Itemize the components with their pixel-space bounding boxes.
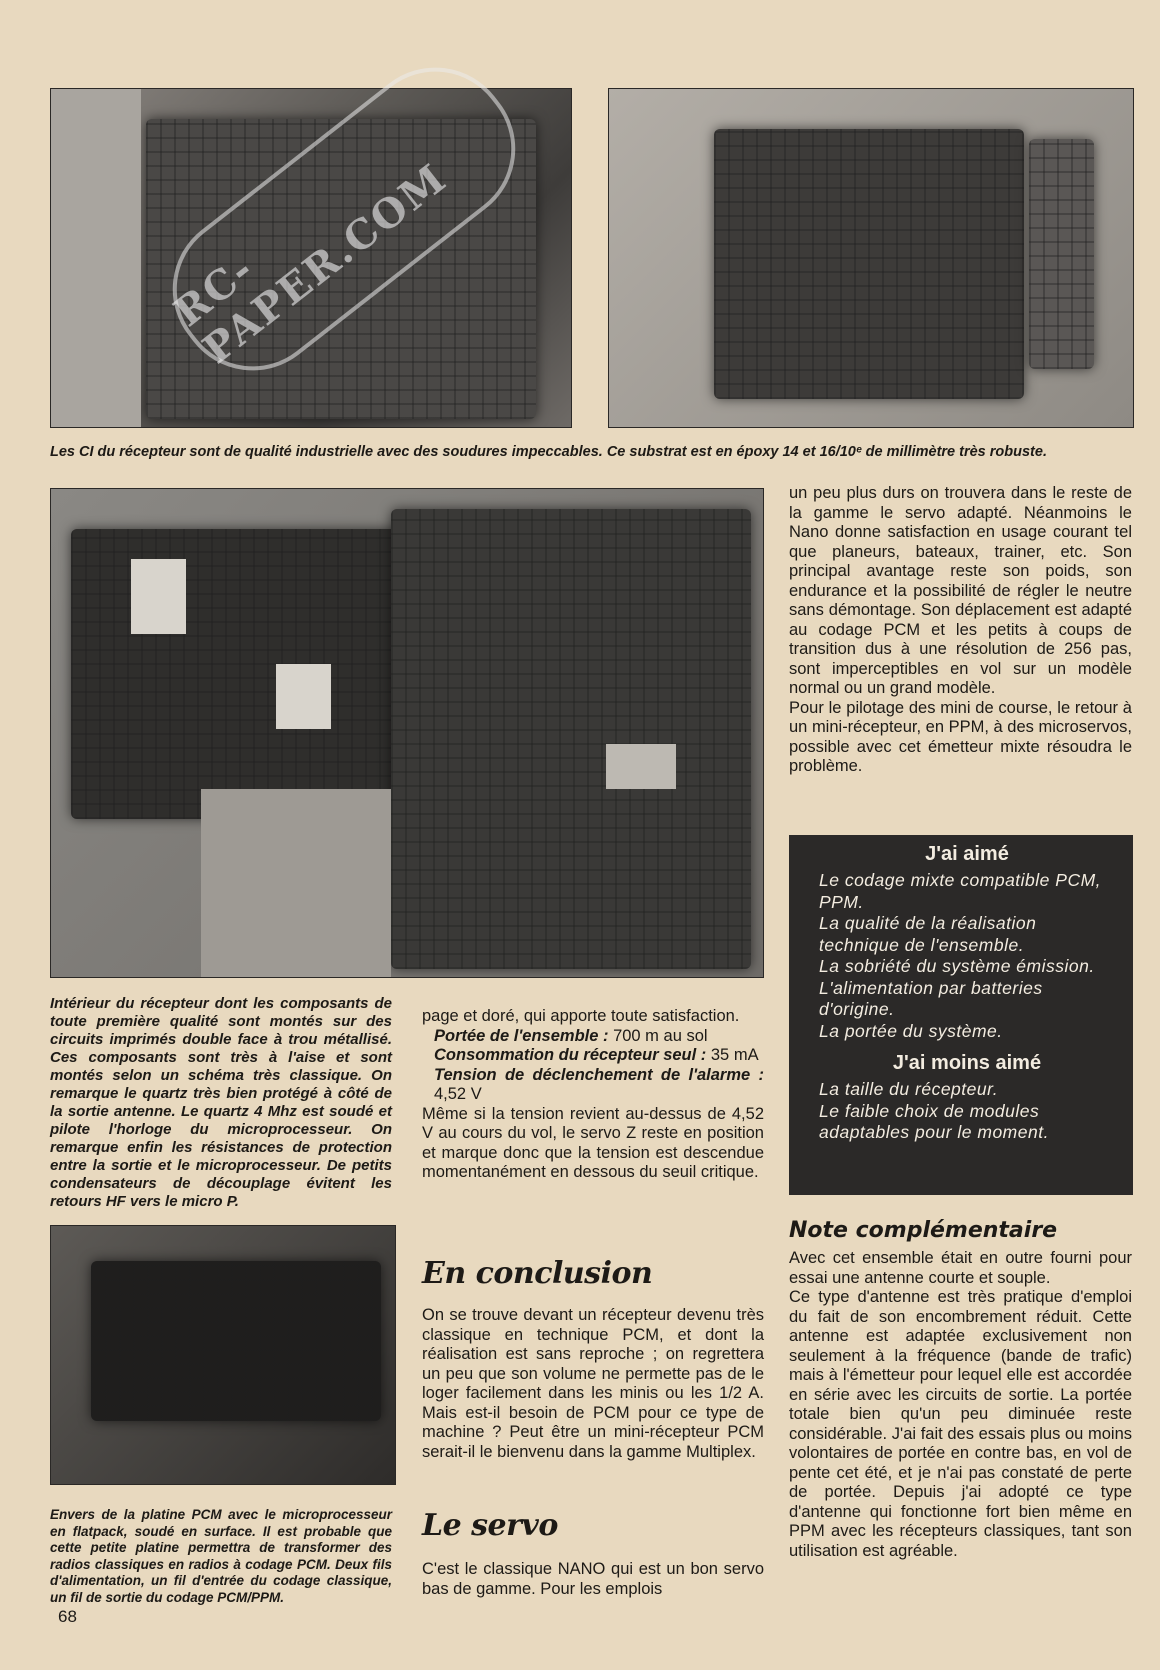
- liked-item: La qualité de la réalisation technique de l'ensemble.: [819, 913, 1037, 955]
- caption-underside: Envers de la platine PCM avec le microprocesseur en flatpack, soudé en surface. Il est probable que cette petite platine permettra de transformer des radios classiques en radios à codage PCM. Deux fils d'alimentation, un fil d'entrée du codage classique, un fil de sortie du codage PCM/PPM.: [50, 1507, 392, 1605]
- right-column-top: [789, 484, 1132, 777]
- disliked-item: Le faible choix de modules adaptables pour le moment.: [819, 1100, 1049, 1142]
- note-body: [789, 1249, 1132, 1561]
- photo-receiver-pcb-back: [608, 88, 1134, 428]
- liked-item: Le codage mixte compatible PCM, PPM.: [819, 870, 1102, 912]
- watermark-stamp: RC-PAPER.COM: [142, 37, 545, 400]
- spec-alarm-value: 4,52 V: [434, 1085, 482, 1103]
- spec-consumption: [422, 1046, 764, 1066]
- photo-pcm-board-underside: [50, 1225, 396, 1485]
- liked-item: La portée du système.: [819, 1020, 1003, 1041]
- spec-consumption-value: 35 mA: [706, 1046, 759, 1064]
- spec-alarm-label: Tension de déclenchement de l'alarme :: [434, 1065, 764, 1084]
- spec-range-value: 700 m au sol: [608, 1026, 708, 1045]
- spec-range-label: Portée de l'ensemble :: [434, 1026, 609, 1045]
- liked-item: La sobriété du système émission.: [819, 956, 1095, 976]
- note-paragraph: Avec cet ensemble était en outre fourni pour essai une antenne courte et souple.: [789, 1249, 1132, 1287]
- intro-paragraph: page et doré, qui apporte toute satisfaction.: [422, 1007, 740, 1025]
- disliked-title: J'ai moins aimé: [892, 1052, 1042, 1074]
- middle-column-top: [422, 1007, 764, 1183]
- liked-item: L'alimentation par batteries d'origine.: [819, 977, 1043, 1019]
- note-title: Note complémentaire: [789, 1218, 1058, 1243]
- spec-consumption-label: Consommation du récepteur seul :: [434, 1046, 707, 1064]
- heading-conclusion: En conclusion: [422, 1256, 653, 1291]
- heading-servo: Le servo: [422, 1508, 558, 1543]
- spec-alarm: [422, 1066, 764, 1105]
- caption-interior: Intérieur du récepteur dont les composants de toute première qualité sont montés sur des circuits imprimés double face à trou métallisé. Ces composants sont très à l'aise et sont montés selon un schéma très classique. On remarque le quartz très bien protégé à côté de la sortie antenne. Le quartz 4 Mhz est soudé et pilote l'horloge du microprocesseur. On remarque enfin les résistances de protection entre la sortie et le microprocesseur. De petits condensateurs de découplage évitent les retours HF vers le micro P.: [50, 995, 392, 1210]
- liked-title: J'ai aimé: [925, 843, 1009, 865]
- caption-top: Les CI du récepteur sont de qualité industrielle avec des soudures impeccables. Ce substrat est en époxy 14 et 16/10ᵉ de millimètre très robuste.: [50, 444, 1047, 460]
- photo-receiver-interior: [50, 488, 764, 978]
- servo-paragraph: C'est le classique NANO qui est un bon servo bas de gamme. Pour les emplois: [422, 1560, 764, 1598]
- spec-range: [422, 1027, 764, 1047]
- liked-list: [819, 870, 1115, 1042]
- disliked-list: [819, 1079, 1115, 1144]
- voltage-paragraph: Même si la tension revient au-dessus de 4,52 V au cours du vol, le servo Z reste en position et marque donc que la tension est descendue momentanément en dessous du seuil critique.: [422, 1104, 764, 1181]
- disliked-item: La taille du récepteur.: [819, 1079, 999, 1099]
- page-number: 68: [58, 1607, 77, 1626]
- pilotage-paragraph: Pour le pilotage des mini de course, le retour à un mini-récepteur, en PPM, à des microservos, possible avec cet émetteur mixte résoudra le problème.: [789, 698, 1132, 775]
- conclusion-paragraph: On se trouve devant un récepteur devenu très classique en technique PCM, et dont la réalisation est sans reproche ; on regrettera un peu que son volume ne permette pas de le loger facilement dans les minis ou les 1/2 A. Mais est-il besoin de PCM pour ce type de machine ? Peut être un mini-récepteur PCM serait-il le bienvenu dans la gamme Multiplex.: [422, 1306, 764, 1461]
- nano-paragraph: un peu plus durs on trouvera dans le reste de la gamme le servo adapté. Néanmoins le Nano donne satisfaction en usage courant tel que planeurs, bateaux, trainer, etc. Son principal avantage reste son poids, son endurance et la possibilité de régler le neutre sans démontage. Son déplacement est adapté au codage PCM et les petits à coups de transition dus à une résolution de 256 pas, sont imperceptibles en vol sur un modèle normal ou un grand modèle.: [789, 484, 1132, 697]
- verdict-box: [789, 835, 1133, 1195]
- note-paragraph: Ce type d'antenne est très pratique d'emploi du fait de son encombrement réduit. Cette antenne est adaptée exclusivement non seulement à la fréquence (bande de trafic) mais à l'émetteur pour lequel elle est accordée en série avec les circuits de sortie. La portée totale bien qu'un peu diminuée reste considérable. J'ai fait des essais plus ou moins volontaires de portée en contre bas, en vol de pente cet été, et je n'ai pas constaté de perte de portée. Depuis j'ai adopté ce type d'antenne qui fonctionne fort bien même en PPM avec les récepteurs classiques, tant son utilisation est agréable.: [789, 1288, 1132, 1560]
